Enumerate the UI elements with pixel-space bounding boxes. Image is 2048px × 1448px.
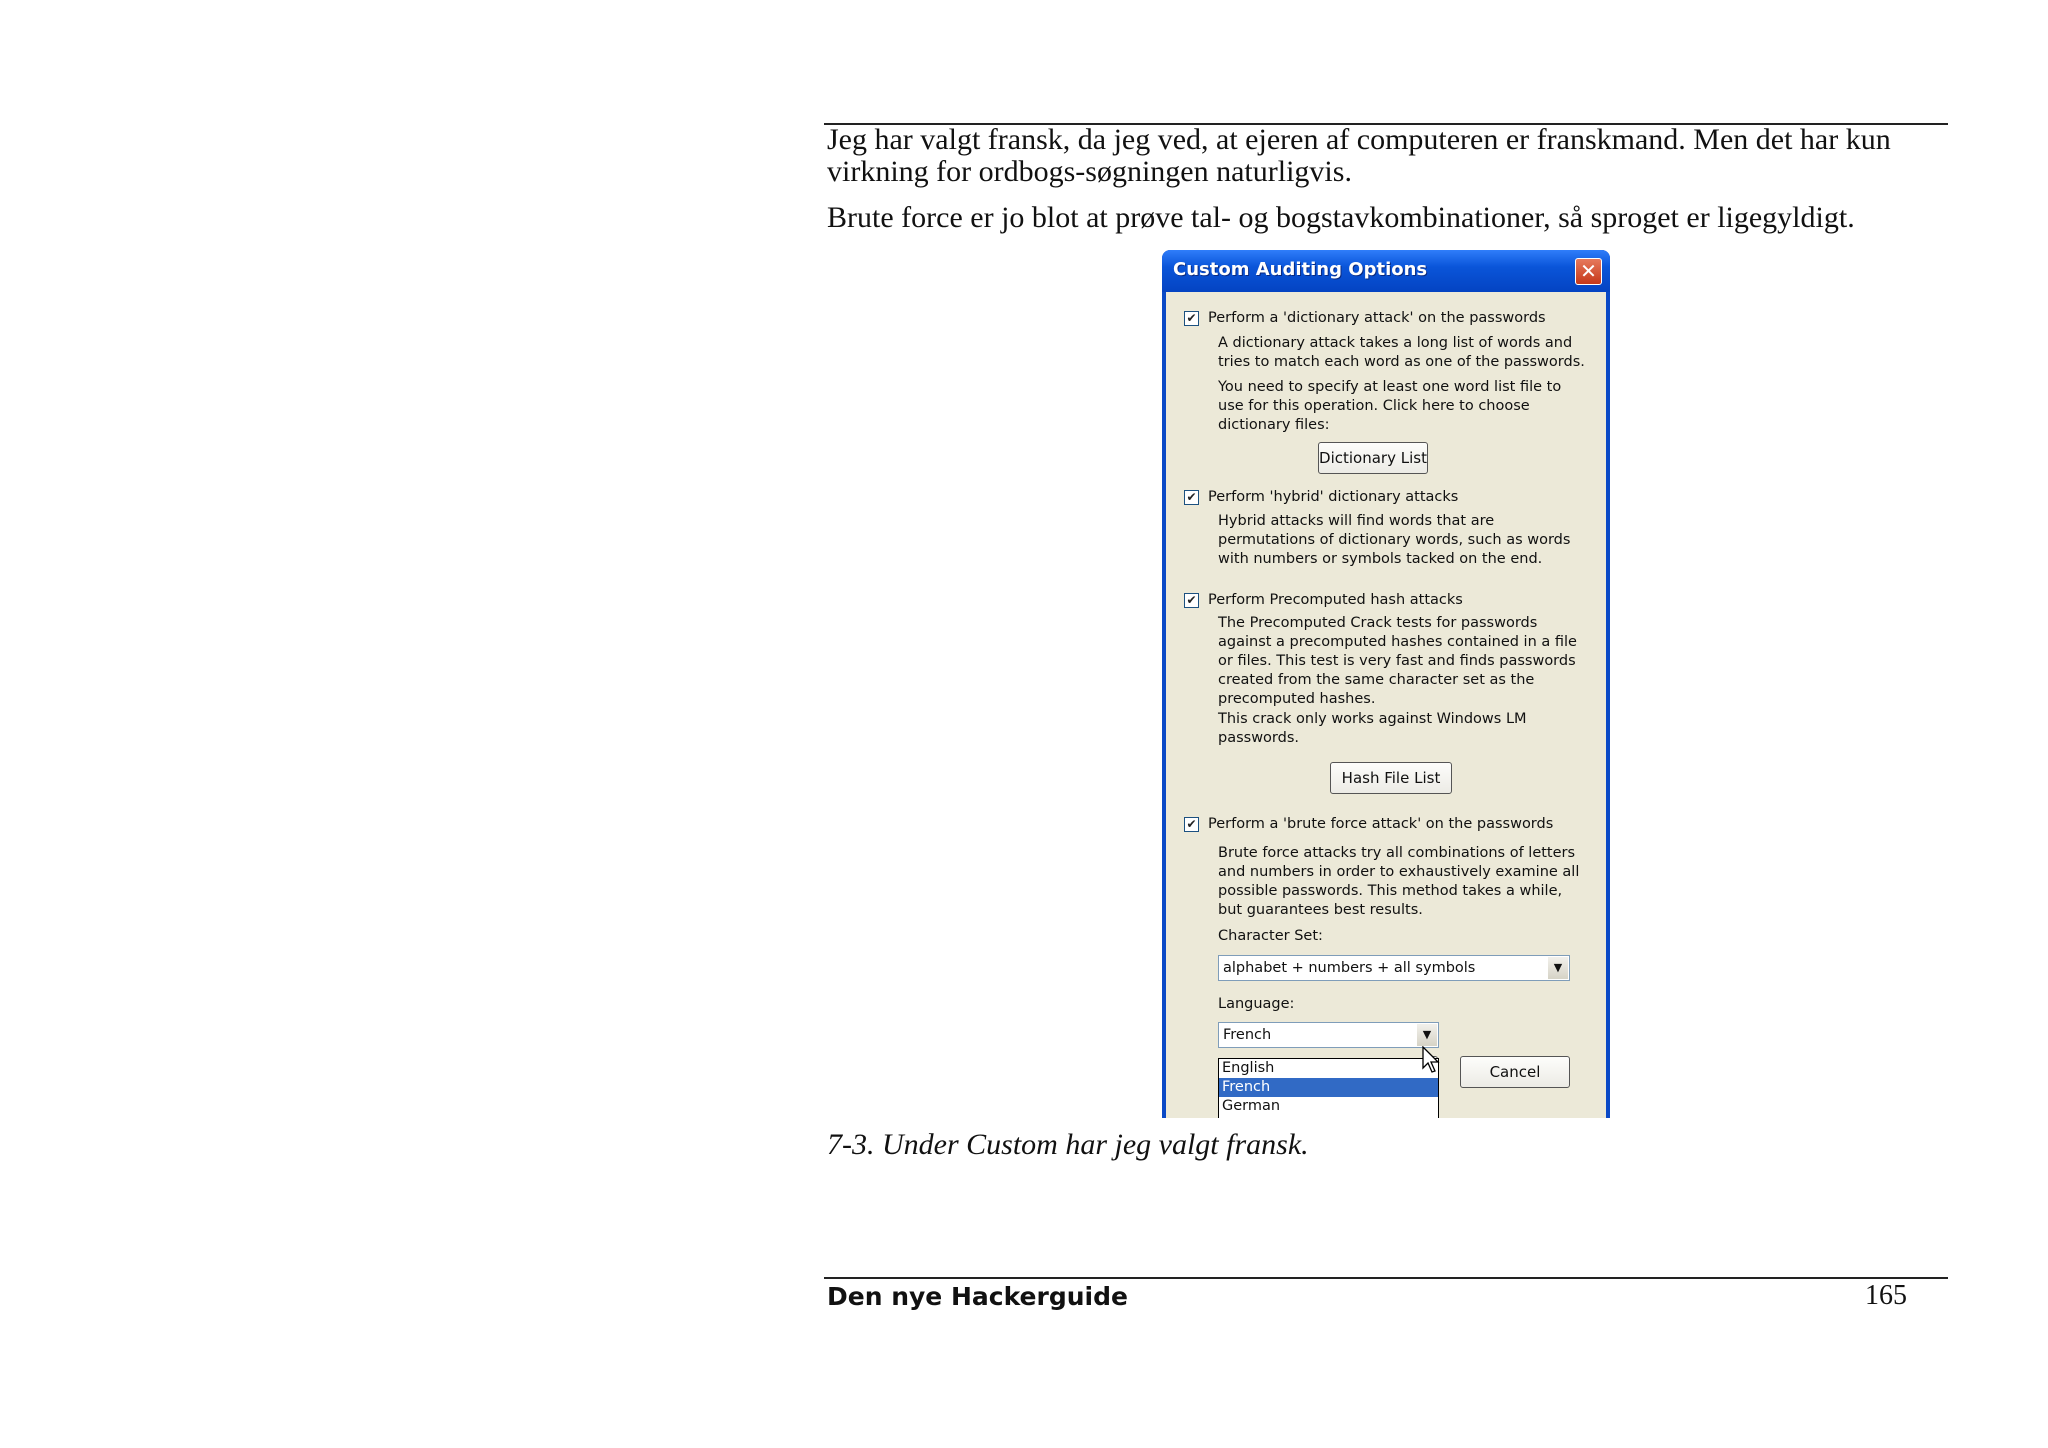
hybrid-attack-option[interactable] [1184, 489, 1458, 505]
precomputed-attack-option[interactable] [1184, 592, 1463, 608]
precomputed-attack-label: Perform Precomputed hash attacks [1208, 592, 1463, 608]
character-set-label: Character Set: [1218, 928, 1323, 944]
dialog-body [1166, 292, 1606, 1118]
hybrid-attack-label: Perform 'hybrid' dictionary attacks [1208, 489, 1459, 505]
language-dropdown-list [1218, 1058, 1439, 1118]
dialog-title: Custom Auditing Options [1173, 259, 1428, 280]
brute-force-checkbox[interactable]: ✔ [1184, 817, 1199, 832]
precomputed-attack-desc: The Precomputed Crack tests for passwords against a precomputed hashes contained in a file or files. This test is very fast and finds passwords created from the same character set as the precomputed hashes. [1218, 615, 1577, 707]
dictionary-attack-label: Perform a 'dictionary attack' on the passwords [1208, 310, 1546, 326]
brute-force-label: Perform a 'brute force attack' on the passwords [1208, 816, 1554, 832]
figure-caption: 7-3. Under Custom har jeg valgt fransk. [827, 1128, 1309, 1161]
dictionary-attack-desc: A dictionary attack takes a long list of words and tries to match each word as one of the passwords. [1218, 335, 1585, 370]
language-option-english[interactable]: English [1222, 1060, 1275, 1076]
dictionary-attack-checkbox[interactable]: ✔ [1184, 311, 1199, 326]
hybrid-attack-desc: Hybrid attacks will find words that are permutations of dictionary words, such as words with numbers or symbols tacked on the end. [1218, 513, 1571, 567]
hash-file-list-button[interactable]: Hash File List [1330, 762, 1452, 794]
hybrid-attack-checkbox[interactable]: ✔ [1184, 490, 1199, 505]
paragraph-1: Jeg har valgt fransk, da jeg ved, at ejeren af computeren er franskmand. Men det har kun virkning for ordbogs-søgningen naturligvis. [827, 123, 1891, 188]
brute-force-desc: Brute force attacks try all combinations of letters and numbers in order to exhaustively examine all possible passwords. This method takes a while, but guarantees best results. [1218, 845, 1580, 918]
dictionary-list-button[interactable]: Dictionary List [1318, 442, 1428, 474]
custom-auditing-dialog [1162, 250, 1610, 1118]
paragraph-2: Brute force er jo blot at prøve tal- og bogstavkombinationer, så sproget er ligegyldigt. [827, 201, 1855, 234]
brute-force-option[interactable] [1184, 816, 1553, 832]
character-set-select[interactable] [1218, 955, 1570, 981]
page-number: 165 [1865, 1280, 1907, 1311]
chevron-down-icon[interactable]: ▼ [1548, 957, 1568, 979]
dialog-titlebar[interactable] [1162, 250, 1610, 292]
language-select[interactable] [1218, 1022, 1439, 1048]
chevron-down-icon[interactable]: ▼ [1417, 1024, 1437, 1046]
language-option-french[interactable]: French [1219, 1078, 1438, 1097]
language-value: French [1223, 1027, 1272, 1043]
language-option-german[interactable]: German [1222, 1098, 1281, 1114]
dictionary-attack-desc-2: You need to specify at least one word list file to use for this operation. Click here to choose dictionary files: [1218, 379, 1562, 433]
precomputed-attack-checkbox[interactable]: ✔ [1184, 593, 1199, 608]
footer-title: Den nye Hackerguide [827, 1282, 1128, 1311]
language-label: Language: [1218, 996, 1295, 1012]
close-icon[interactable]: ✕ [1575, 258, 1602, 285]
character-set-value: alphabet + numbers + all symbols [1223, 960, 1476, 976]
mouse-cursor-icon [1422, 1046, 1442, 1074]
footer-rule [824, 1277, 1948, 1279]
cancel-button[interactable]: Cancel [1460, 1056, 1570, 1088]
precomputed-attack-desc-2: This crack only works against Windows LM passwords. [1218, 711, 1527, 746]
dictionary-attack-option[interactable] [1184, 310, 1546, 326]
